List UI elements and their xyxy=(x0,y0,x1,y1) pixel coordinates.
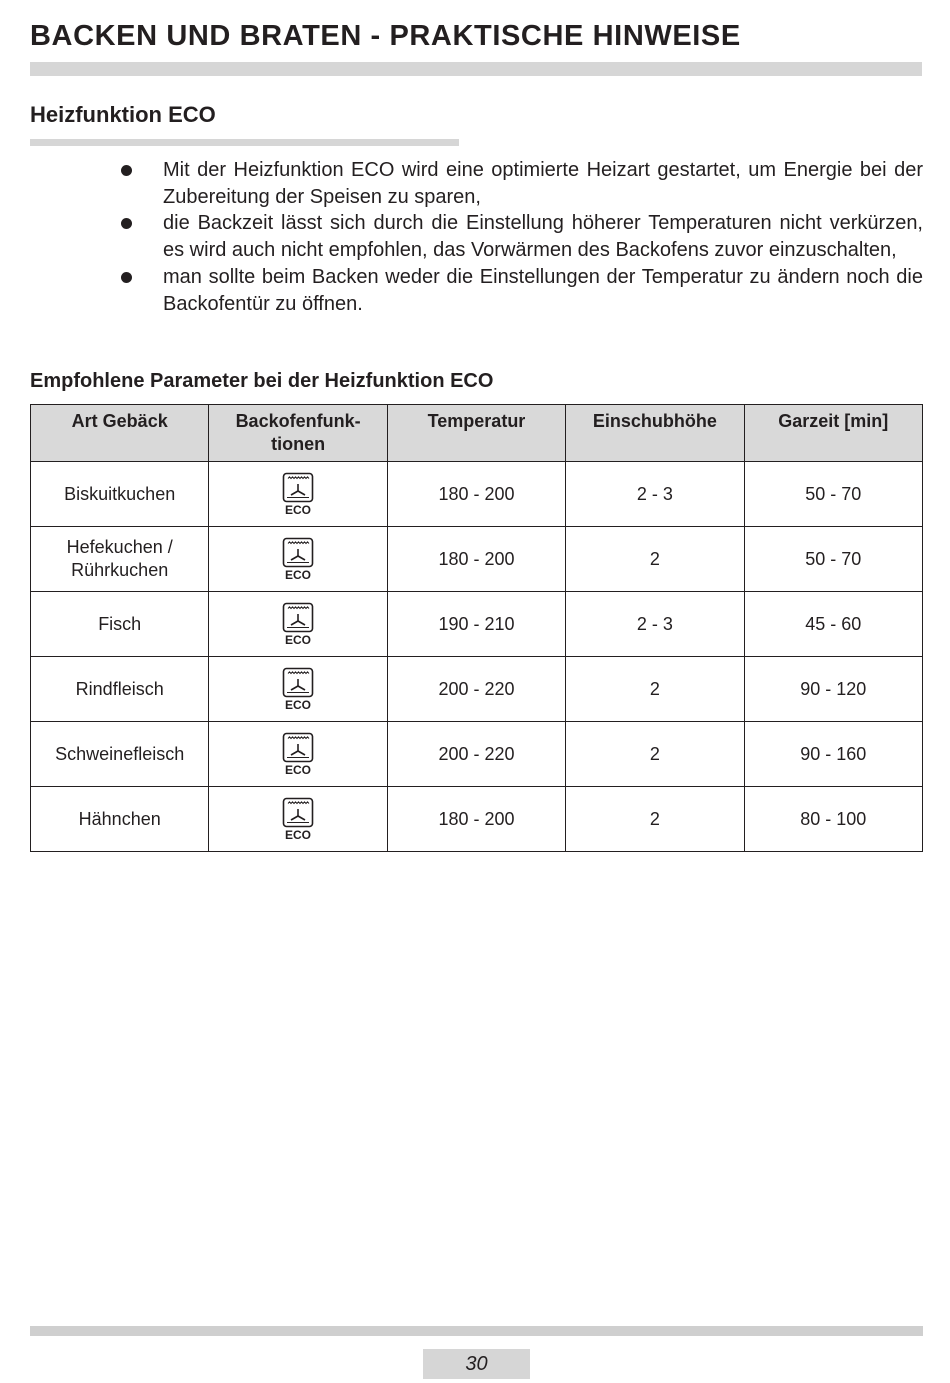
bullet-dot-icon xyxy=(121,218,132,229)
oven-eco-icon xyxy=(281,732,315,776)
oven-eco-icon xyxy=(281,667,315,711)
page-title: BACKEN UND BRATEN - PRAKTISCHE HINWEISE xyxy=(30,20,741,52)
cell-level: 2 xyxy=(566,527,744,592)
table-row xyxy=(31,592,923,657)
eco-label: ECO xyxy=(285,568,312,581)
cell-level: 2 - 3 xyxy=(566,462,744,527)
cell-level: 2 xyxy=(566,657,744,722)
header-temperatur: Temperatur xyxy=(387,405,565,462)
page-number: 30 xyxy=(423,1349,530,1379)
table-caption: Empfohlene Parameter bei der Heizfunktion ECO xyxy=(30,370,494,392)
table-row xyxy=(31,722,923,787)
eco-label: ECO xyxy=(285,763,312,776)
oven-eco-icon xyxy=(281,537,315,581)
oven-eco-icon xyxy=(281,472,315,516)
cell-time: 90 - 120 xyxy=(744,657,922,722)
cell-item: Rindfleisch xyxy=(31,657,209,722)
cell-item: Hefekuchen / Rührkuchen xyxy=(31,527,209,592)
eco-label: ECO xyxy=(285,698,312,711)
bullet-item xyxy=(110,264,923,317)
parameter-table xyxy=(30,404,923,852)
header-backofenfunktionen: Backofenfunktionen xyxy=(209,405,387,462)
table-row xyxy=(31,657,923,722)
cell-level: 2 xyxy=(566,787,744,852)
cell-temperature: 190 - 210 xyxy=(387,592,565,657)
cell-temperature: 200 - 220 xyxy=(387,657,565,722)
cell-time: 90 - 160 xyxy=(744,722,922,787)
header-art-gebaeck: Art Gebäck xyxy=(31,405,209,462)
cell-time: 45 - 60 xyxy=(744,592,922,657)
oven-eco-icon xyxy=(281,602,315,646)
cell-level: 2 - 3 xyxy=(566,592,744,657)
table-body xyxy=(31,462,923,852)
oven-eco-icon xyxy=(281,797,315,841)
bullet-list xyxy=(110,157,923,317)
cell-item: Schweinefleisch xyxy=(31,722,209,787)
eco-label: ECO xyxy=(285,633,312,646)
table-row xyxy=(31,462,923,527)
header-garzeit: Garzeit [min] xyxy=(744,405,922,462)
cell-temperature: 180 - 200 xyxy=(387,787,565,852)
bullet-text: man sollte beim Backen weder die Einstellungen der Temperatur zu ändern noch die Backofentür zu öffnen. xyxy=(163,265,923,315)
cell-item: Fisch xyxy=(31,592,209,657)
title-underline-bar xyxy=(30,62,922,76)
header-einschubhoehe: Einschubhöhe xyxy=(566,405,744,462)
cell-function xyxy=(209,722,387,787)
bullet-item xyxy=(110,210,923,263)
bullet-item xyxy=(110,157,923,210)
table-row xyxy=(31,787,923,852)
eco-label: ECO xyxy=(285,503,312,516)
footer-bar xyxy=(30,1326,923,1336)
cell-function xyxy=(209,787,387,852)
cell-time: 50 - 70 xyxy=(744,462,922,527)
table-row xyxy=(31,527,923,592)
cell-temperature: 180 - 200 xyxy=(387,527,565,592)
cell-function xyxy=(209,657,387,722)
cell-level: 2 xyxy=(566,722,744,787)
cell-item: Biskuitkuchen xyxy=(31,462,209,527)
cell-function xyxy=(209,527,387,592)
cell-function xyxy=(209,592,387,657)
section-heading: Heizfunktion ECO xyxy=(30,102,216,127)
eco-label: ECO xyxy=(285,828,312,841)
cell-time: 50 - 70 xyxy=(744,527,922,592)
cell-item: Hähnchen xyxy=(31,787,209,852)
cell-time: 80 - 100 xyxy=(744,787,922,852)
bullet-text: die Backzeit lässt sich durch die Einstellung höherer Temperaturen nicht verkürzen, es wird auch nicht empfohlen, das Vorwärmen des Backofens zuvor einzuschalten, xyxy=(163,212,923,262)
bullet-text: Mit der Heizfunktion ECO wird eine optimierte Heizart gestartet, um Energie bei der Zubereitung der Speisen zu sparen, xyxy=(163,159,923,208)
bullet-dot-icon xyxy=(121,272,132,283)
cell-temperature: 180 - 200 xyxy=(387,462,565,527)
cell-temperature: 200 - 220 xyxy=(387,722,565,787)
section-underline-bar xyxy=(30,139,459,146)
bullet-dot-icon xyxy=(121,165,132,176)
table-header-row xyxy=(31,405,923,462)
cell-function xyxy=(209,462,387,527)
